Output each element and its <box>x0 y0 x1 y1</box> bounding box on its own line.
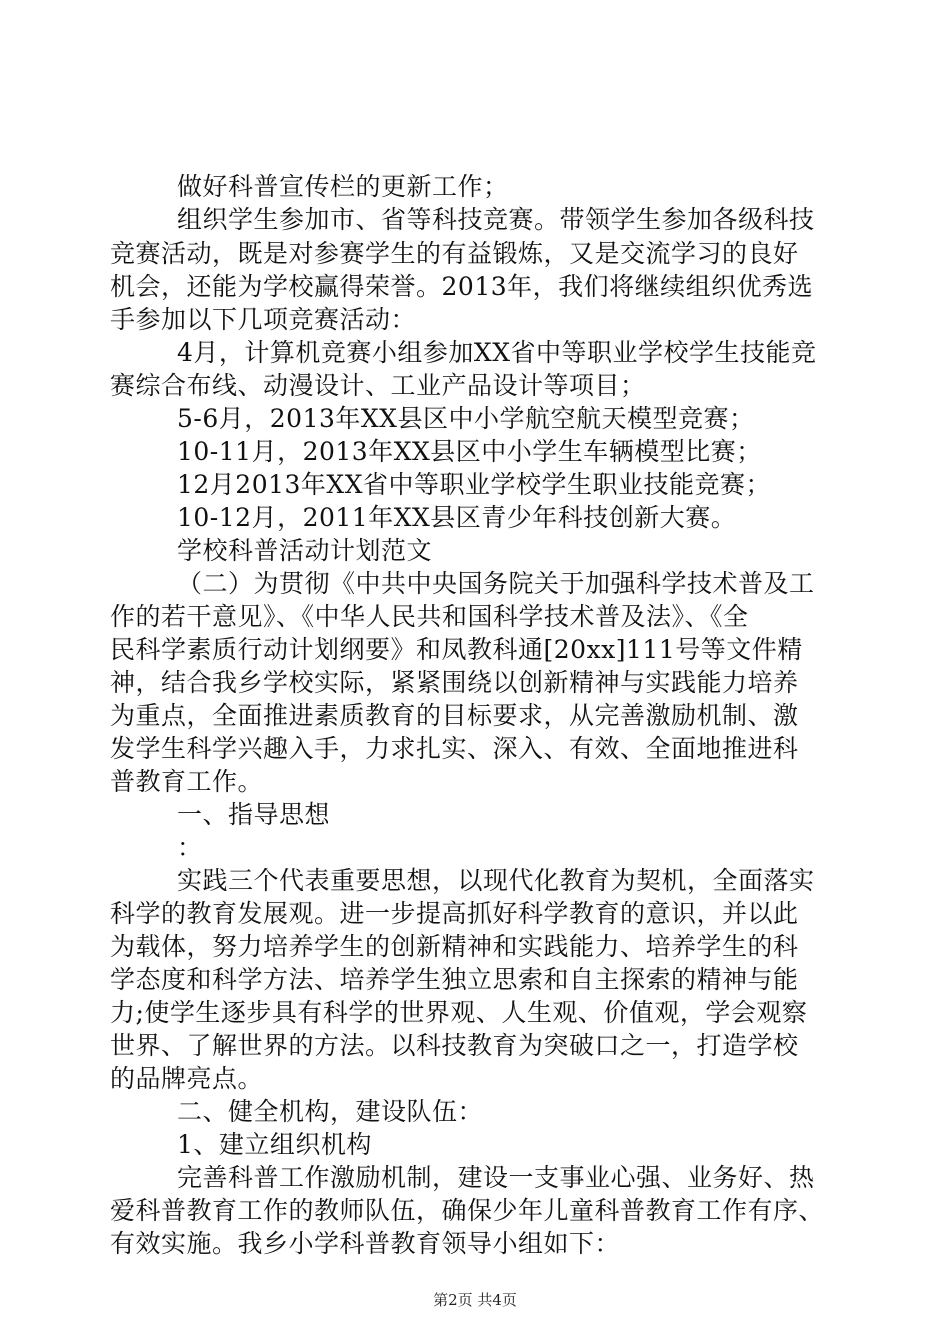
section-heading: 1、建立组织机构 <box>177 1130 372 1159</box>
text-line: 10-11月，2013年XX县区中小学生车辆模型比赛； <box>177 437 762 466</box>
text-line: 作的若干意见》、《中华人民共和国科学技术普及法》、《全 <box>110 602 749 631</box>
text-line: 科学的教育发展观。进一步提高抓好科学教育的意识，并以此 <box>110 899 799 928</box>
section-heading: 学校科普活动计划范文 <box>177 536 433 565</box>
section-heading: 二、健全机构，建设队伍： <box>177 1097 484 1126</box>
text-line: 学态度和科学方法、培养学生独立思索和自主探索的精神与能 <box>110 965 799 994</box>
text-line: 爱科普教育工作的教师队伍，确保少年儿童科普教育工作有序、 <box>110 1196 825 1225</box>
text-line: 12月2013年XX省中等职业学校学生职业技能竞赛； <box>177 470 772 499</box>
text-line: 发学生科学兴趣入手，力求扎实、深入、有效、全面地推进科 <box>110 734 799 763</box>
text-line: 有效实施。我乡小学科普教育领导小组如下： <box>110 1229 621 1258</box>
text-line: 神，结合我乡学校实际，紧紧围绕以创新精神与实践能力培养 <box>110 668 799 697</box>
page-footer: 第2页 共4页 <box>433 1291 517 1309</box>
text-line: 世界、了解世界的方法。以科技教育为突破口之一，打造学校 <box>110 1031 799 1060</box>
text-line: 竞赛活动，既是对参赛学生的有益锻炼，又是交流学习的良好 <box>110 239 799 268</box>
text-line: 普教育工作。 <box>110 767 264 796</box>
text-line: 10-12月，2011年XX县区青少年科技创新大赛。 <box>177 503 737 532</box>
text-line: （二）为贯彻《中共中央国务院关于加强科学技术普及工 <box>177 569 815 598</box>
text-line: 为载体，努力培养学生的创新精神和实践能力、培养学生的科 <box>110 932 799 961</box>
text-line: 民科学素质行动计划纲要》和凤教科通[20xx]111号等文件精 <box>110 635 803 664</box>
text-line: 4月，计算机竞赛小组参加XX省中等职业学校学生技能竞 <box>177 338 817 367</box>
text-line: 为重点，全面推进素质教育的目标要求，从完善激励机制、激 <box>110 701 799 730</box>
text-line: ： <box>177 833 203 862</box>
text-line: 力;使学生逐步具有科学的世界观、人生观、价值观，学会观察 <box>110 998 808 1027</box>
text-line: 完善科普工作激励机制，建设一支事业心强、业务好、热 <box>177 1163 815 1192</box>
text-line: 做好科普宣传栏的更新工作； <box>177 172 509 201</box>
text-line: 机会，还能为学校赢得荣誉。2013年，我们将继续组织优秀选 <box>110 272 814 301</box>
text-line: 5-6月，2013年XX县区中小学航空航天模型竞赛； <box>177 404 755 433</box>
text-line: 组织学生参加市、省等科技竞赛。带领学生参加各级科技 <box>177 205 815 234</box>
section-heading: 一、指导思想 <box>177 800 331 829</box>
text-line: 赛综合布线、动漫设计、工业产品设计等项目； <box>110 371 646 400</box>
text-line: 实践三个代表重要思想，以现代化教育为契机，全面落实 <box>177 866 815 895</box>
text-line: 的品牌亮点。 <box>110 1064 264 1093</box>
text-line: 手参加以下几项竞赛活动： <box>110 305 417 334</box>
